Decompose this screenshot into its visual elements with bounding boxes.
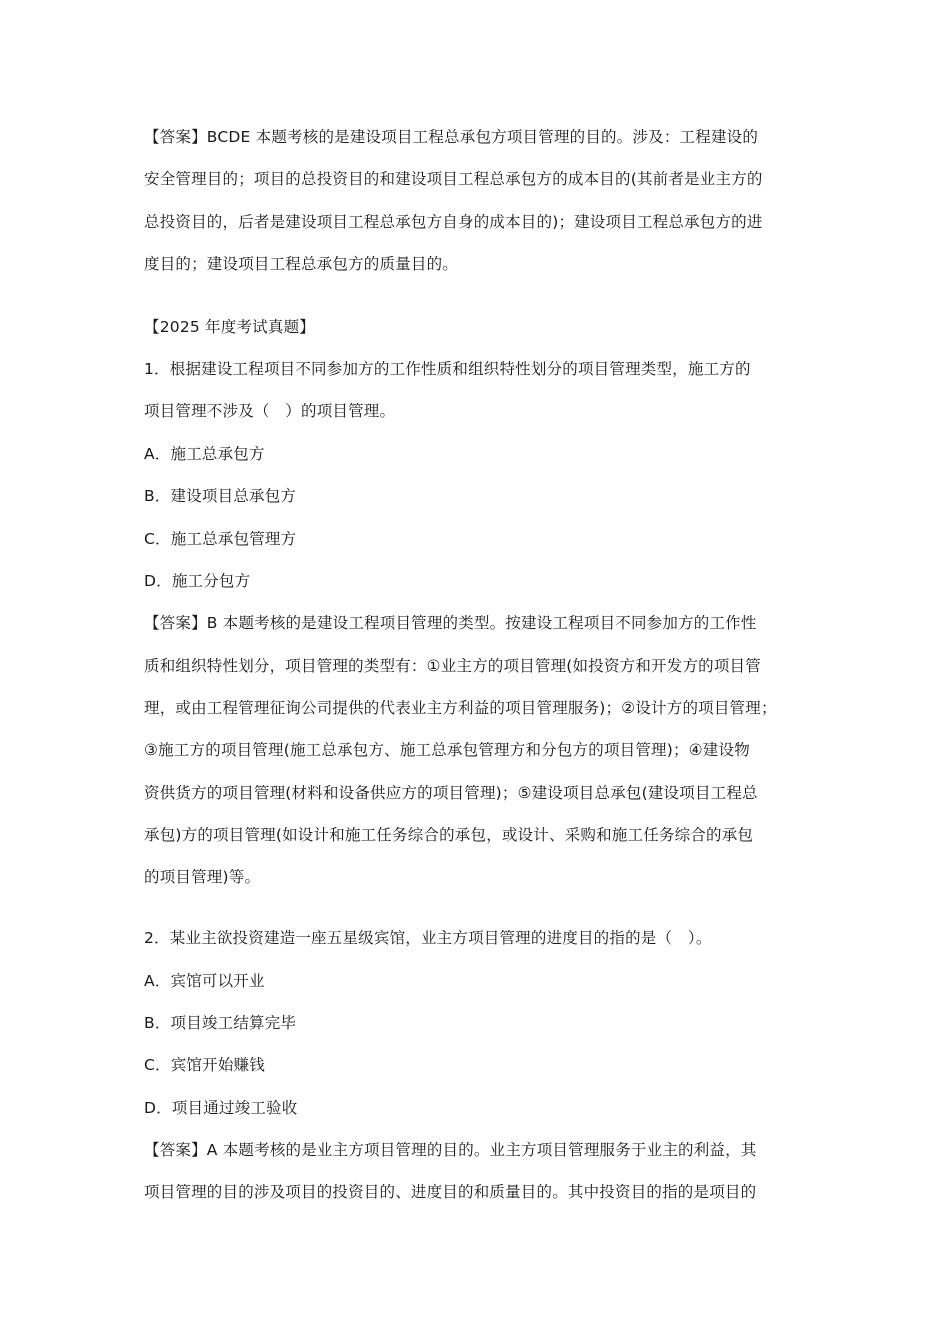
q2-option-a: A．宾馆可以开业	[144, 972, 265, 990]
answer-prev-line: 安全管理目的；项目的总投资目的和建设项目工程总承包方的成本目的(其前者是业主方的	[144, 170, 763, 188]
q1-answer-line: 的项目管理)等。	[144, 868, 261, 886]
q2-stem-line: 2．某业主欲投资建造一座五星级宾馆，业主方项目管理的进度目的指的是（ ）。	[144, 929, 712, 947]
q2-option-b: B．项目竣工结算完毕	[144, 1014, 297, 1032]
answer-prev-line: 【答案】BCDE 本题考核的是建设项目工程总承包方项目管理的目的。涉及：工程建设的	[144, 128, 759, 146]
q1-option-c: C．施工总承包管理方	[144, 530, 297, 548]
q1-answer-line: 资供货方的项目管理(材料和设备供应方的项目管理)；⑤建设项目总承包(建设项目工程总	[144, 784, 758, 802]
q1-answer-line: 质和组织特性划分，项目管理的类型有：①业主方的项目管理(如投资方和开发方的项目管	[144, 657, 761, 675]
answer-prev-line: 度目的；建设项目工程总承包方的质量目的。	[144, 255, 459, 273]
q1-answer-line: 理，或由工程管理征询公司提供的代表业主方利益的项目管理服务)；②设计方的项目管理；	[144, 699, 777, 717]
q1-option-a: A．施工总承包方	[144, 445, 265, 463]
q1-answer-line: 【答案】B 本题考核的是建设工程项目管理的类型。按建设工程项目不同参加方的工作性	[144, 614, 757, 632]
q1-answer-line: ③施工方的项目管理(施工总承包方、施工总承包管理方和分包方的项目管理)；④建设物	[144, 741, 750, 759]
q1-option-b: B．建设项目总承包方	[144, 487, 297, 505]
q1-stem-line: 项目管理不涉及（ ）的项目管理。	[144, 402, 396, 420]
q2-answer-line: 【答案】A 本题考核的是业主方项目管理的目的。业主方项目管理服务于业主的利益，其	[144, 1141, 757, 1159]
section-title: 【2025 年度考试真题】	[144, 318, 315, 336]
q1-stem-line: 1．根据建设工程项目不同参加方的工作性质和组织特性划分的项目管理类型，施工方的	[144, 360, 751, 378]
answer-prev-line: 总投资目的，后者是建设项目工程总承包方自身的成本目的)；建设项目工程总承包方的进	[144, 213, 763, 231]
q1-answer-line: 承包)方的项目管理(如设计和施工任务综合的承包，或设计、采购和施工任务综合的承包	[144, 826, 754, 844]
q2-option-c: C．宾馆开始赚钱	[144, 1056, 265, 1074]
q1-option-d: D．施工分包方	[144, 572, 251, 590]
q2-answer-line: 项目管理的目的涉及项目的投资目的、进度目的和质量目的。其中投资目的指的是项目的	[144, 1183, 757, 1201]
q2-option-d: D．项目通过竣工验收	[144, 1099, 298, 1117]
